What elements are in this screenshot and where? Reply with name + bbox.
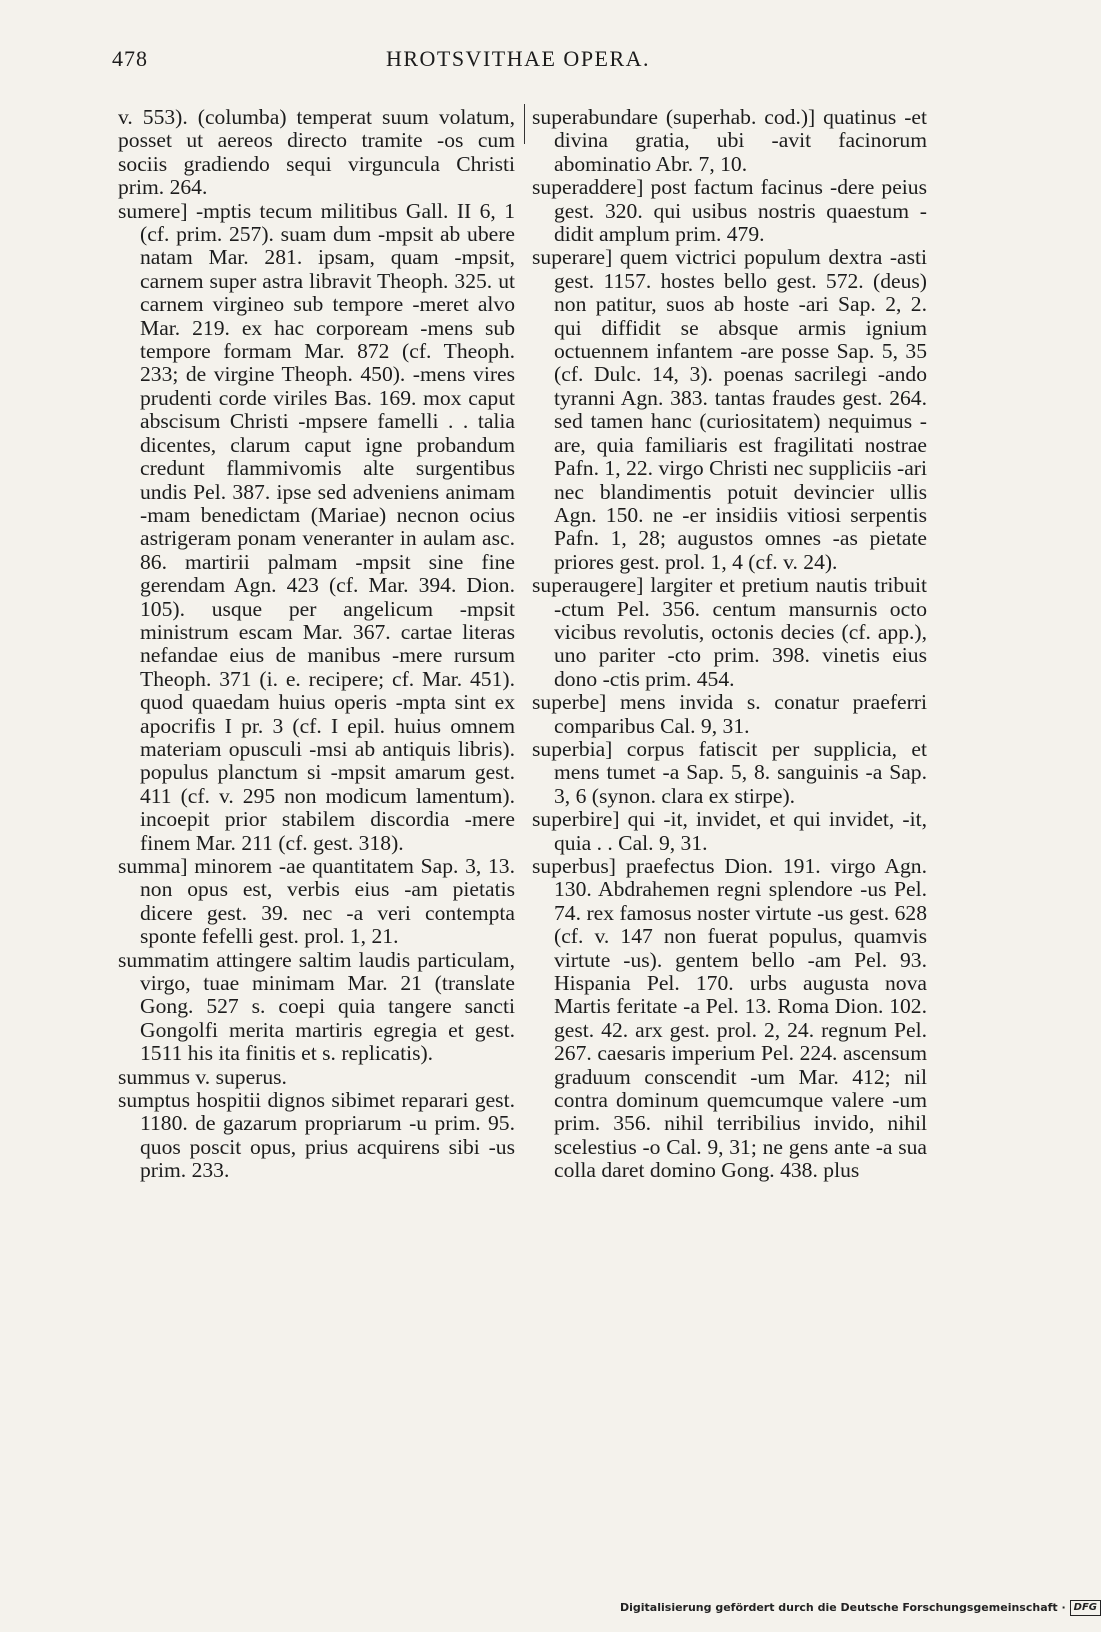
entry-superbe: superbe] mens invida s. conatur praeferri comparibus Cal. 9, 31. xyxy=(532,690,927,738)
entry-superbus: superbus] praefectus Dion. 191. virgo Agn. 130. Abdrahemen regni splendore -us Pel. 74. rex famosus noster virtute -us gest. 628 (cf. v. 147 non fuerat populus, quamvis virtute -us). gentem bello -am Pel. 93. Hispania Pel. 170. urbs augusta nova Martis feritate -a Pel. 13. Roma Dion. 102. gest. 42. arx gest. prol. 2, 24. regnum Pel. 267. caesaris imperium Pel. 224. ascensum graduum conscendit -um Mar. 412; nil contra dominum quemcumque valere -um prim. 356. nihil terribilius invido, nihil scelestius -o Cal. 9, 31; ne gens ante -a sua colla daret domino Gong. 438. plus xyxy=(532,854,927,1183)
entry-summatim: summatim attingere saltim laudis particulam, virgo, tuae minimam Mar. 21 (translate Gong. 527 s. coepi quia tangere sancti Gongolfi merita martiris egregia et gest. 1511 his ita finitis et s. replicatis). xyxy=(118,947,515,1066)
entry-superaugere: superaugere] largiter et pretium nautis tribuit -ctum Pel. 356. centum mansurnis octo vicibus revolutis, octonis decies (cf. app.), uno pariter -cto prim. 398. vinetis eius dono -ctis prim. 454. xyxy=(532,573,927,691)
entry-superbia: superbia] corpus fatiscit per supplicia, et mens tumet -a Sap. 5, 8. sanguinis -a Sap. 3, 6 (synon. clara ex stirpe). xyxy=(532,736,927,808)
right-column xyxy=(532,106,927,1466)
entry-sumptus: sumptus hospitii dignos sibimet reparari gest. 1180. de gazarum propriarum -u prim. 95. quos poscit opus, prius acquirens sibi -us prim. 233. xyxy=(118,1088,515,1183)
entry-continued: v. 553). (columba) temperat suum volatum, posset ut aereos directo tramite -os cum sociis gradiendo sequi virguncula Christi prim. 264. xyxy=(118,105,515,200)
entry-summus: summus v. superus. xyxy=(118,1064,287,1089)
running-title: HROTSVITHAE OPERA. xyxy=(385,46,651,71)
entry-superare: superare] quem victrici populum dextra -asti gest. 1157. hostes bello gest. 572. (deus) non patitur, suos ab hoste -ari Sap. 2, 2. qui diffidit se absque armis ignium octuennem infantem -are posse Sap. 5, 35 (cf. Dulc. 14, 3). poenas sacrilegi -ando tyranni Agn. 383. tantas fraudes gest. 264. sed tamen hanc (curiositatem) nequimus -are, quia familiaris est fragilitati nostrae Pafn. 1, 22. virgo Christi nec suppliciis -ari nec blandimentis potuit devincier ullis Agn. 150. ne -er insidiis vitiosi serpentis Pafn. 1, 28; augustos omnes -as pietate priores gest. prol. 1, 4 (cf. v. 24). xyxy=(532,245,927,574)
page-number: 478 xyxy=(112,46,148,71)
entry-superaddere: superaddere] post factum facinus -dere peius gest. 320. qui usibus nostris quaestum -didit amplum prim. 479. xyxy=(532,175,927,247)
left-column xyxy=(118,106,515,1466)
digitization-footer xyxy=(620,1600,1098,1620)
entry-superbire: superbire] qui -it, invidet, et qui invidet, -it, quia . . Cal. 9, 31. xyxy=(532,807,927,855)
entry-sumere: sumere] -mptis tecum militibus Gall. II 6, 1 (cf. prim. 257). suam dum -mpsit ab ubere natam Mar. 281. ipsam, quam -mpsit, carnem super astra libravit Theoph. 325. ut carnem virgineo sub tempore -meret alvo Mar. 219. ex hac corpoream -mens sub tempore formam Mar. 872 (cf. Theoph. 233; de virgine Theoph. 450). -mens vires prudenti corde viriles Bas. 169. mox caput abscisum Christi -mpsere famelli . . talia dicentes, clarum caput igne probandum credunt flammivomis alte surgentibus undis Pel. 387. ipse sed adveniens animam -mam benedictam (Mariae) necnon ocius astrigeram ponam veneranter in aulam asc. 86. martirii palmam -mpsit sine fine gerendam Agn. 423 (cf. Mar. 394. Dion. 105). usque per angelicum -mpsit ministrum escam Mar. 367. cartae literas nefandae eius de manibus -mere rursum Theoph. 371 (i. e. recipere; cf. Mar. 451). quod quaedam huius operis -mpta sint ex apocrifis I pr. 3 (cf. I epil. huius omnem materiam opusculi -msi ab antiquis libris). populus planctum si -mpsit amarum gest. 411 (cf. v. 295 non modicum lamentum). incoepit prior stabilem discordia -mere finem Mar. 211 (cf. gest. 318). xyxy=(118,198,515,855)
footer-text: Digitalisierung gefördert durch die Deutsche Forschungsgemeinschaft · xyxy=(620,1601,1066,1614)
entry-superabundare: superabundare (superhab. cod.)] quatinus -et divina gratia, ubi -avit facinorum abominatio Abr. 7, 10. xyxy=(532,105,927,176)
page-header xyxy=(112,46,924,80)
column-divider xyxy=(524,104,525,144)
entry-summa: summa] minorem -ae quantitatem Sap. 3, 13. non opus est, verbis eius -am pietatis dicere gest. 39. nec -a veri contempta sponte fefelli gest. prol. 1, 21. xyxy=(118,854,515,949)
dfg-logo-icon: DFG xyxy=(1070,1600,1101,1616)
